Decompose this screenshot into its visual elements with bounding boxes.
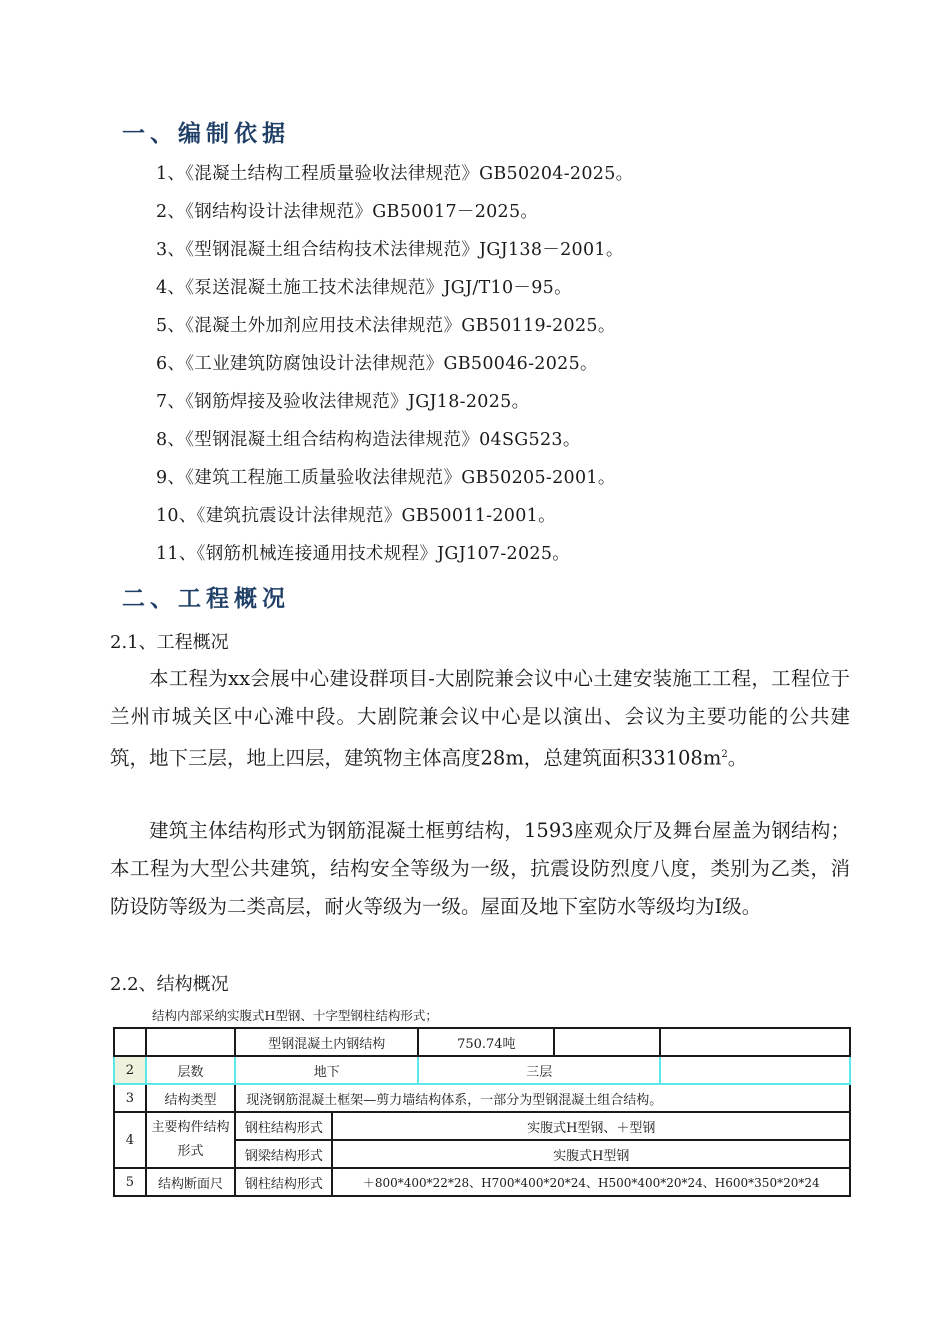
table-row — [114, 1168, 850, 1196]
table-cell: 钢柱结构形式 — [235, 1168, 332, 1196]
table-cell: 钢梁结构形式 — [235, 1140, 332, 1168]
table-cell — [146, 1028, 235, 1056]
reference-item: 2、《钢结构设计法律规范》GB50017－2025。 — [156, 202, 539, 222]
subsection-2-2-heading: 2.2、结构概况 — [110, 974, 229, 995]
row-number: 3 — [114, 1084, 146, 1112]
subsection-2-1-heading: 2.1、工程概况 — [110, 632, 229, 653]
section-1-heading: 一、编制依据 — [122, 121, 290, 147]
table-cell: 实腹式H型钢 — [332, 1140, 850, 1168]
table-row — [114, 1112, 850, 1140]
structure-paragraph: 建筑主体结构形式为钢筋混凝土框剪结构，1593座观众厅及舞台屋盖为钢结构；本工程为大型公共建筑，结构安全等级为一级，抗震设防烈度八度，类别为乙类，消防设防等级为二类高层，耐火等级为一级。屋面及地下室防水等级均为Ⅰ级。 — [110, 819, 850, 918]
row-number: 2 — [114, 1056, 146, 1084]
table-cell — [114, 1028, 146, 1056]
structure-table — [113, 1027, 851, 1197]
area-unit-superscript: 2 — [721, 749, 728, 760]
table-cell — [660, 1028, 850, 1056]
table-row — [114, 1056, 850, 1084]
reference-item: 10、《建筑抗震设计法律规范》GB50011-2001。 — [156, 506, 556, 526]
table-cell: 结构断面尺 — [146, 1168, 235, 1196]
table-cell: 主要构件结构形式 — [146, 1112, 235, 1168]
table-cell: 型钢混凝土内钢结构 — [235, 1028, 418, 1056]
table-cell: 层数 — [146, 1056, 235, 1084]
table-cell: 实腹式H型钢、＋型钢 — [332, 1112, 850, 1140]
reference-item: 8、《型钢混凝土组合结构构造法律规范》04SG523。 — [156, 430, 581, 450]
overview-paragraph — [110, 660, 850, 778]
table-cell: 750.74吨 — [418, 1028, 554, 1056]
table-cell: 现浇钢筋混凝土框架—剪力墙结构体系，一部分为型钢混凝土组合结构。 — [235, 1084, 850, 1112]
reference-item: 7、《钢筋焊接及验收法律规范》JGJ18-2025。 — [156, 392, 530, 412]
row-number: 5 — [114, 1168, 146, 1196]
reference-item: 5、《混凝土外加剂应用技术法律规范》GB50119-2025。 — [156, 316, 616, 336]
table-cell: ＋800*400*22*28、H700*400*20*24、H500*400*20*24、H600*350*20*24 — [332, 1168, 850, 1196]
reference-item: 3、《型钢混凝土组合结构技术法律规范》JGJ138－2001。 — [156, 240, 624, 260]
table-cell: 三层 — [418, 1056, 660, 1084]
reference-item: 9、《建筑工程施工质量验收法律规范》GB50205-2001。 — [156, 468, 616, 488]
table-row — [114, 1028, 850, 1056]
table-cell: 钢柱结构形式 — [235, 1112, 332, 1140]
table-row — [114, 1084, 850, 1112]
table-cell: 地下 — [235, 1056, 418, 1084]
section-2-heading: 二、工程概况 — [122, 586, 290, 612]
reference-item: 4、《泵送混凝土施工技术法律规范》JGJ/T10－95。 — [156, 278, 572, 298]
overview-text: 本工程为xx会展中心建设群项目-大剧院兼会议中心土建安装施工工程，工程位于兰州市城关区中心滩中段。大剧院兼会议中心是以演出、会议为主要功能的公共建筑，地下三层，地上四层，建筑物主体高度28m，总建筑面积33108m — [110, 667, 850, 770]
table-cell — [660, 1056, 850, 1084]
reference-item: 11、《钢筋机械连接通用技术规程》JGJ107-2025。 — [156, 544, 571, 564]
table-cell: 结构类型 — [146, 1084, 235, 1112]
row-number: 4 — [114, 1112, 146, 1168]
table-caption: 结构内部采纳实腹式H型钢、十字型钢柱结构形式； — [152, 1008, 438, 1023]
reference-item: 1、《混凝土结构工程质量验收法律规范》GB50204-2025。 — [156, 164, 634, 184]
table-cell — [554, 1028, 660, 1056]
reference-item: 6、《工业建筑防腐蚀设计法律规范》GB50046-2025。 — [156, 354, 598, 374]
overview-end: 。 — [727, 746, 748, 770]
